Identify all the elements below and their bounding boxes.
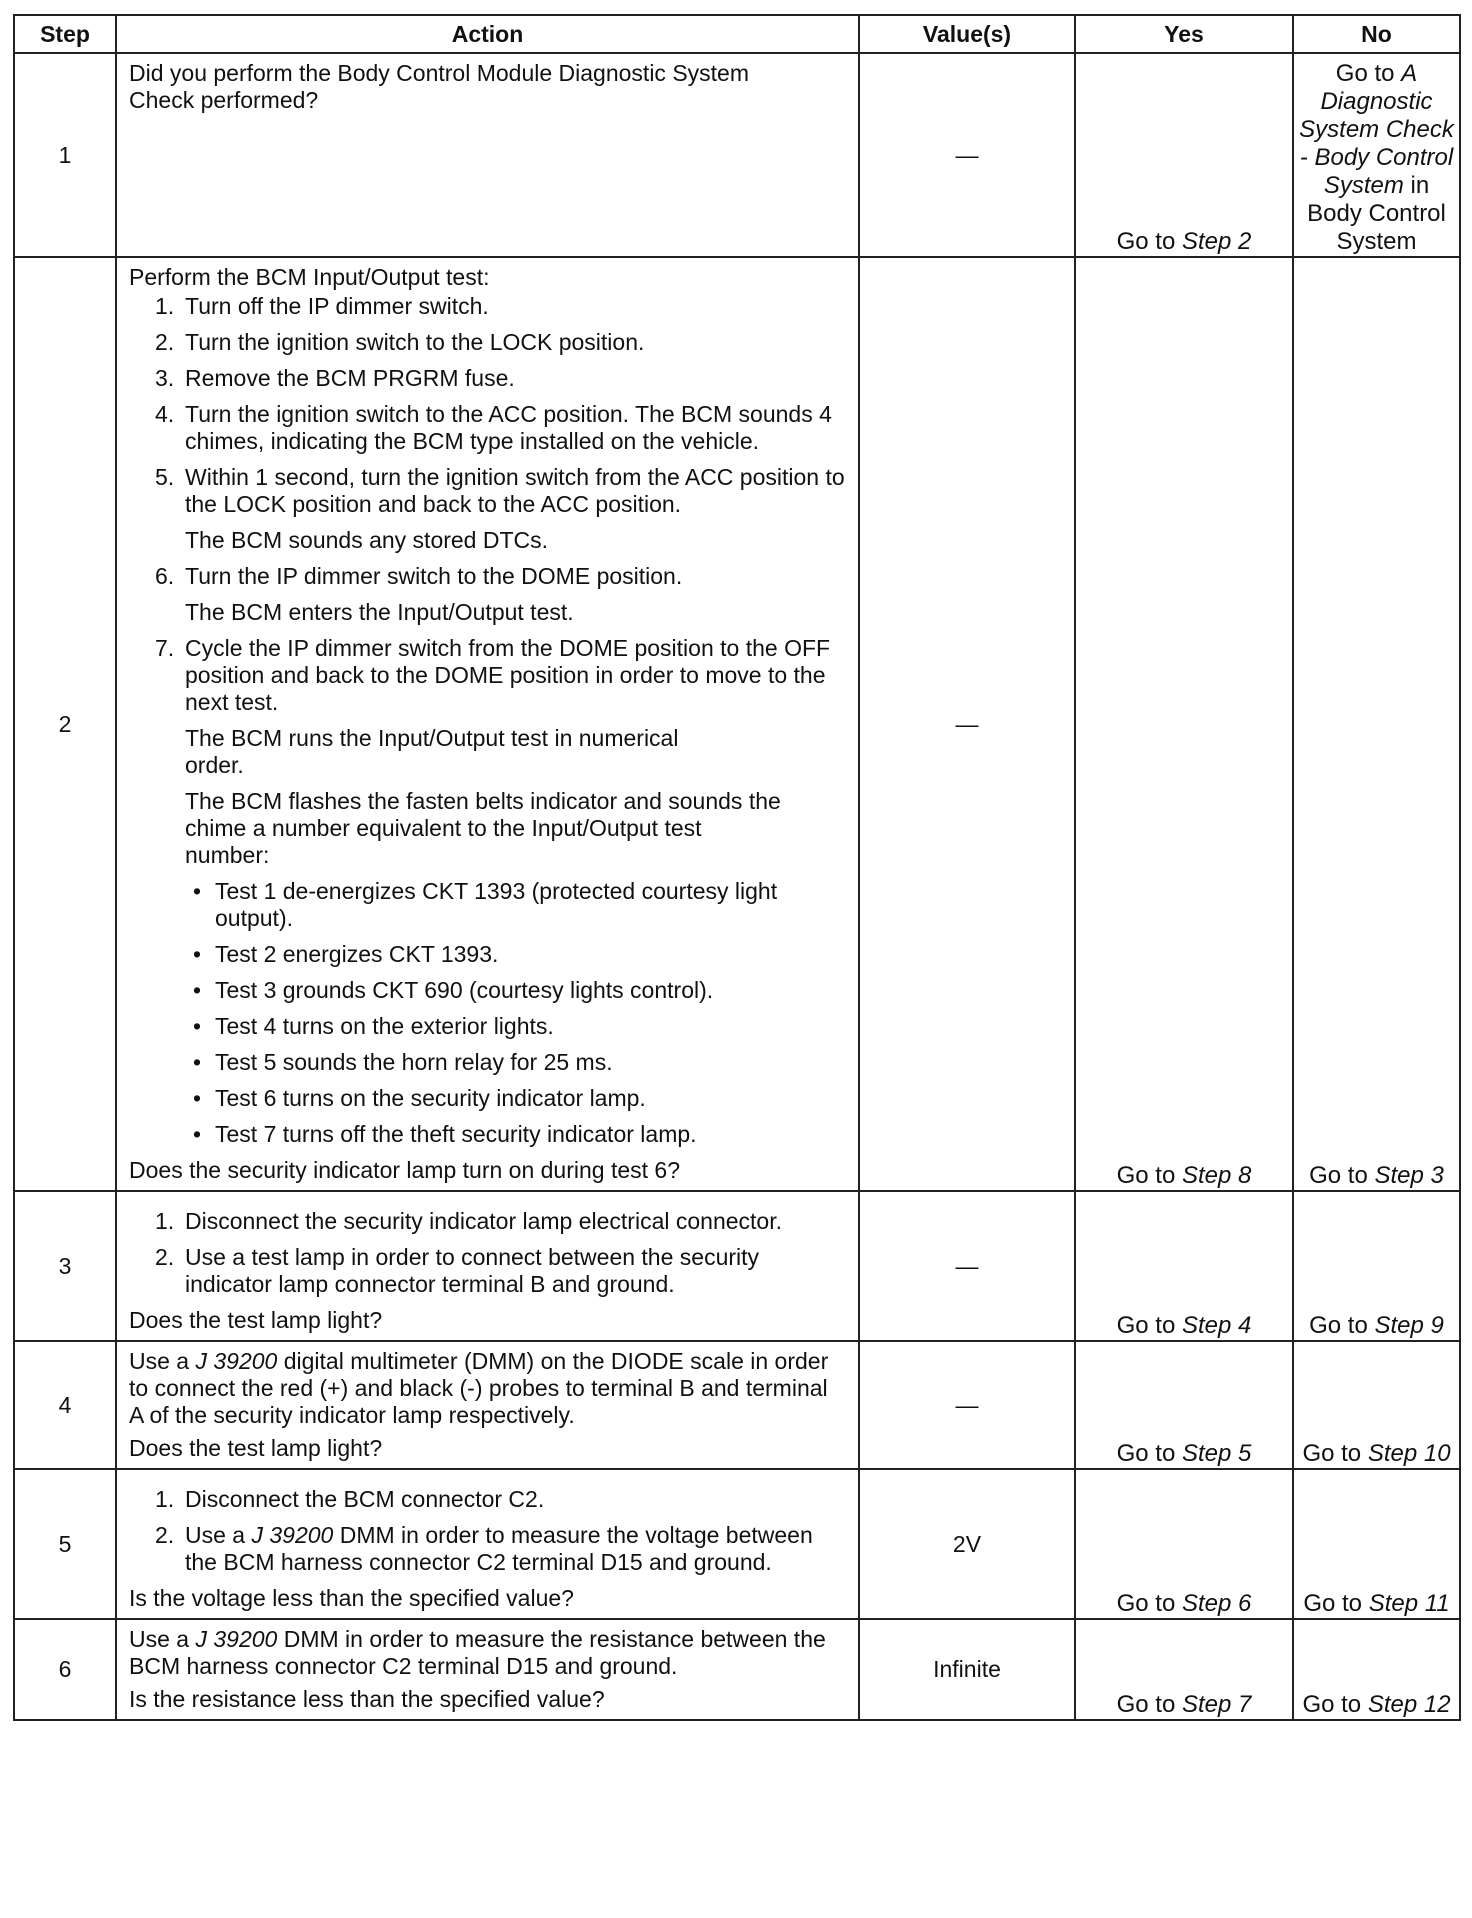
list-item: 1. Disconnect the security indicator lamp electrical connector.: [155, 1208, 783, 1234]
no-step-link[interactable]: A Diagnostic System Check - Body Control System: [1299, 60, 1454, 199]
list-item: • Test 5 sounds the horn relay for 25 ms.: [193, 1049, 613, 1075]
tool-reference: J 39200: [251, 1522, 334, 1548]
value-cell: 2V: [859, 1469, 1075, 1619]
value-cell: Infinite: [859, 1619, 1075, 1720]
action-question: Did you perform the Body Control Module Diagnostic System Check performed?: [129, 60, 750, 113]
action-question: Is the voltage less than the specified value?: [129, 1585, 574, 1611]
no-cell: Go to Step 12: [1293, 1619, 1460, 1720]
table-row-step-4: [14, 1341, 1460, 1469]
no-step-link[interactable]: Step 9: [1374, 1312, 1444, 1339]
yes-step-link[interactable]: Step 4: [1181, 1312, 1252, 1339]
header-no: No: [1293, 15, 1460, 53]
no-cell: Go to A Diagnostic System Check - Body Control System in Body Control System: [1293, 53, 1460, 257]
no-cell: Go to Step 10: [1293, 1341, 1460, 1469]
list-item: • Test 4 turns on the exterior lights.: [193, 1013, 554, 1039]
action-steps-list: [129, 293, 850, 518]
value-cell: —: [859, 53, 1075, 257]
diagnostic-table: [13, 14, 1461, 1721]
yes-cell: Go to Step 2: [1075, 53, 1293, 257]
action-cell: [116, 1341, 859, 1469]
yes-cell: Go to Step 7: [1075, 1619, 1293, 1720]
value-cell: —: [859, 1341, 1075, 1469]
no-step-link[interactable]: Step 10: [1367, 1440, 1451, 1467]
list-item: • Test 6 turns on the security indicator lamp.: [193, 1085, 646, 1111]
action-instruction: Use a J 39200 DMM in order to measure the resistance between the BCM harness connector C2 terminal D15 and ground.: [129, 1626, 826, 1679]
header-action: Action: [116, 15, 859, 53]
yes-cell: Go to Step 5: [1075, 1341, 1293, 1469]
step-number: 2: [14, 257, 116, 1191]
action-steps-list: [129, 1208, 850, 1298]
header-yes: Yes: [1075, 15, 1293, 53]
list-item: 2. Turn the ignition switch to the LOCK position.: [155, 329, 645, 355]
step-note: The BCM sounds any stored DTCs.: [185, 527, 549, 553]
header-values: Value(s): [859, 15, 1075, 53]
action-question: Does the security indicator lamp turn on during test 6?: [129, 1157, 681, 1183]
list-item: 2. Use a J 39200 DMM in order to measure the voltage between the BCM harness connector C2 terminal D15 and ground.: [155, 1522, 813, 1575]
table-row-step-2: [14, 257, 1460, 1191]
no-step-link[interactable]: Step 3: [1374, 1162, 1444, 1189]
yes-step-link[interactable]: Step 8: [1181, 1162, 1252, 1189]
action-cell: [116, 1619, 859, 1720]
table-row-step-3: [14, 1191, 1460, 1341]
header-row: [14, 15, 1460, 53]
table-row-step-5: [14, 1469, 1460, 1619]
table-row-step-6: [14, 1619, 1460, 1720]
no-step-link[interactable]: Step 11: [1368, 1590, 1450, 1617]
action-question: Does the test lamp light?: [129, 1307, 383, 1333]
step-note: The BCM enters the Input/Output test.: [185, 599, 574, 625]
header-step: Step: [14, 15, 116, 53]
no-cell: Go to Step 11: [1293, 1469, 1460, 1619]
list-item: 1. Turn off the IP dimmer switch.: [155, 293, 489, 319]
value-cell: —: [859, 257, 1075, 1191]
value-cell: —: [859, 1191, 1075, 1341]
list-item: • Test 7 turns off the theft security indicator lamp.: [193, 1121, 697, 1147]
test-bullet-list: [185, 878, 850, 1148]
action-steps-list: [129, 1486, 850, 1576]
yes-cell: Go to Step 4: [1075, 1191, 1293, 1341]
list-item: 5. Within 1 second, turn the ignition switch from the ACC position to the LOCK position and back to the ACC position.: [155, 464, 845, 517]
list-item: 1. Disconnect the BCM connector C2.: [155, 1486, 545, 1512]
table-row-step-1: [14, 53, 1460, 257]
action-instruction: Use a J 39200 digital multimeter (DMM) on the DIODE scale in order to connect the red (+) and black (-) probes to terminal B and terminal A of the security indicator lamp respectively.: [129, 1348, 829, 1428]
yes-step-link[interactable]: Step 6: [1181, 1590, 1252, 1617]
action-cell: [116, 1191, 859, 1341]
step-number: 5: [14, 1469, 116, 1619]
step-note: The BCM runs the Input/Output test in numerical order.: [185, 725, 679, 778]
step-number: 6: [14, 1619, 116, 1720]
list-item: 6. Turn the IP dimmer switch to the DOME position.: [155, 563, 683, 589]
yes-cell: Go to Step 8: [1075, 257, 1293, 1191]
list-item: • Test 2 energizes CKT 1393.: [193, 941, 499, 967]
step-number: 4: [14, 1341, 116, 1469]
action-cell: [116, 1469, 859, 1619]
action-intro: Perform the BCM Input/Output test:: [129, 264, 490, 290]
action-cell: [116, 257, 859, 1191]
action-question: Is the resistance less than the specified value?: [129, 1686, 605, 1712]
step-number: 3: [14, 1191, 116, 1341]
list-item: 3. Remove the BCM PRGRM fuse.: [155, 365, 515, 391]
yes-step-link[interactable]: Step 5: [1181, 1440, 1252, 1467]
yes-cell: Go to Step 6: [1075, 1469, 1293, 1619]
step-note: The BCM flashes the fasten belts indicator and sounds the chime a number equivalent to the Input/Output test number:: [185, 788, 781, 868]
no-cell: Go to Step 9: [1293, 1191, 1460, 1341]
action-question: Does the test lamp light?: [129, 1435, 383, 1461]
yes-step-link[interactable]: Step 7: [1181, 1691, 1252, 1718]
list-item: • Test 3 grounds CKT 690 (courtesy lights control).: [193, 977, 714, 1003]
list-item: 2. Use a test lamp in order to connect between the security indicator lamp connector terminal B and ground.: [155, 1244, 760, 1297]
yes-step-link[interactable]: Step 2: [1181, 228, 1252, 255]
step-number: 1: [14, 53, 116, 257]
list-item: 7. Cycle the IP dimmer switch from the DOME position to the OFF position and back to the DOME position in order to move to the next test.: [155, 635, 831, 715]
no-cell: Go to Step 3: [1293, 257, 1460, 1191]
action-cell: [116, 53, 859, 257]
no-step-link[interactable]: Step 12: [1367, 1691, 1451, 1718]
tool-reference: J 39200: [195, 1626, 278, 1652]
list-item: • Test 1 de-energizes CKT 1393 (protected courtesy light output).: [193, 878, 778, 931]
tool-reference: J 39200: [195, 1348, 278, 1374]
list-item: 4. Turn the ignition switch to the ACC position. The BCM sounds 4 chimes, indicating the BCM type installed on the vehicle.: [155, 401, 832, 454]
